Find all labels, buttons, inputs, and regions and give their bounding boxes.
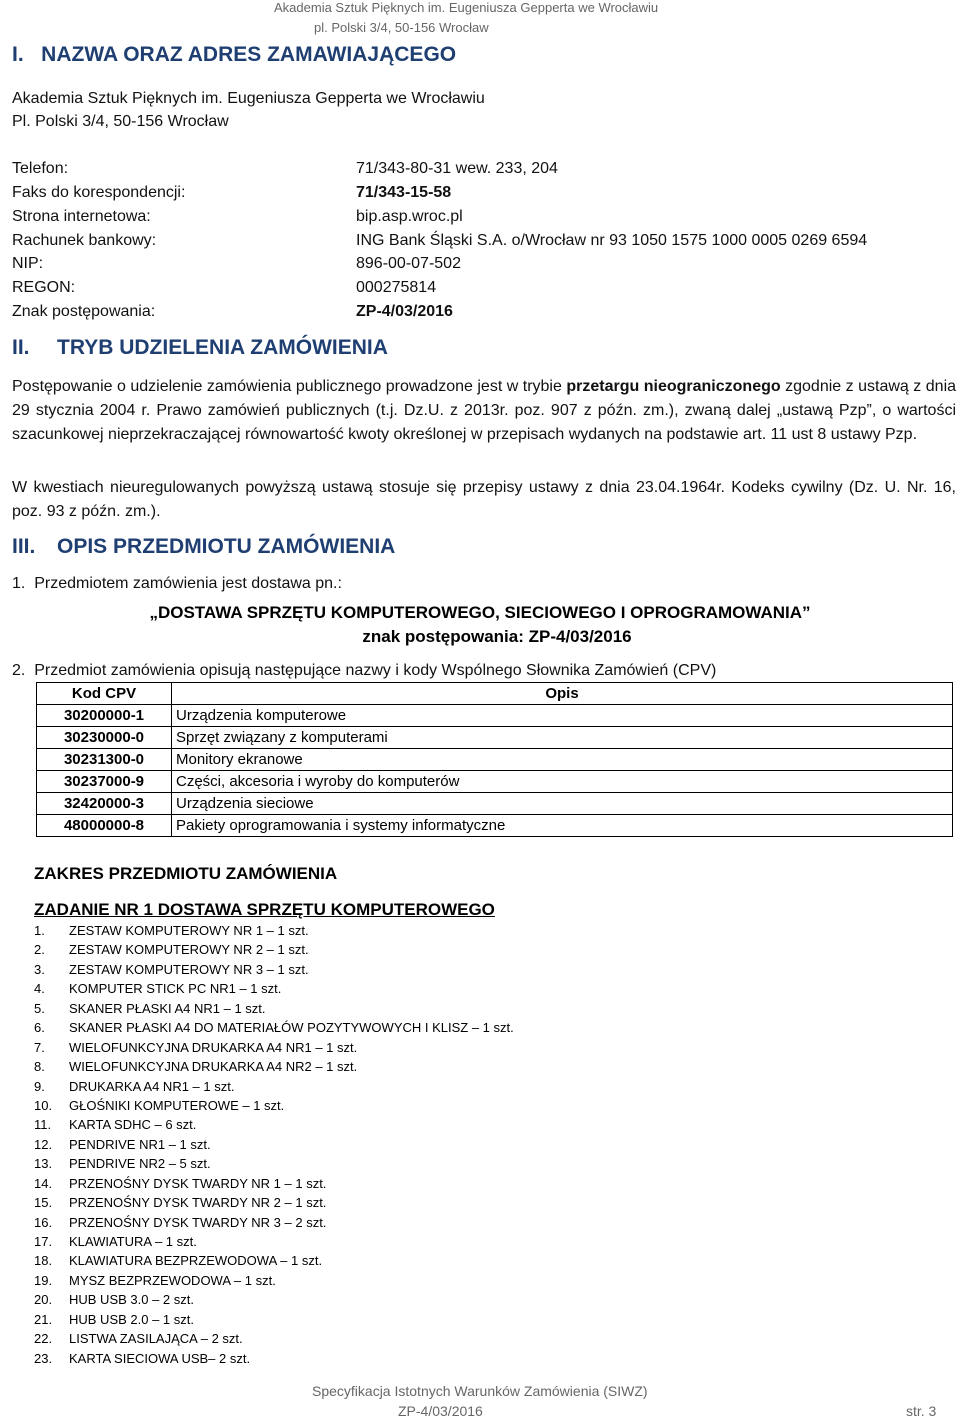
- section-2-title: TRYB UDZIELENIA ZAMÓWIENIA: [57, 336, 388, 359]
- footer-title: Specyfikacja Istotnych Warunków Zamówienia (SIWZ): [312, 1383, 648, 1399]
- item-text: SKANER PŁASKI A4 DO MATERIAŁÓW POZYTYWOWYCH I KLISZ – 1 szt.: [69, 1020, 514, 1036]
- item-text: PENDRIVE NR1 – 1 szt.: [69, 1136, 211, 1152]
- list-item: [34, 1349, 514, 1368]
- item-number: 10.: [34, 1097, 53, 1113]
- list-item: [34, 921, 514, 940]
- detail-label: Znak postępowania:: [12, 303, 156, 320]
- item-number: 20.: [34, 1292, 53, 1308]
- table-row: [37, 705, 953, 727]
- item-text: PENDRIVE NR2 – 5 szt.: [69, 1156, 211, 1172]
- item-text: KARTA SIECIOWA USB– 2 szt.: [69, 1350, 251, 1366]
- item-number: 16.: [34, 1214, 53, 1230]
- order-reference: znak postępowania: ZP-4/03/2016: [362, 627, 632, 646]
- section-1-title: I. NAZWA ORAZ ADRES ZAMAWIAJĄCEGO: [12, 43, 457, 66]
- item-text: ZESTAW KOMPUTEROWY NR 2 – 1 szt.: [69, 942, 309, 958]
- item-number: 5.: [34, 1000, 45, 1016]
- item-number: 13.: [34, 1156, 53, 1172]
- item-number: 11.: [34, 1117, 52, 1133]
- item-number: 15.: [34, 1195, 53, 1211]
- list-item: [34, 1077, 514, 1096]
- procedure-mode: przetargu nieograniczonego: [566, 378, 781, 395]
- table-row: [37, 749, 953, 771]
- procedure-paragraph: [12, 375, 956, 447]
- detail-label: NIP:: [12, 255, 44, 272]
- list-item: [34, 1251, 514, 1270]
- list-item: [34, 1271, 514, 1290]
- item-number: 8.: [34, 1059, 45, 1075]
- column-header: Kod CPV: [37, 683, 172, 705]
- header-institution: Akademia Sztuk Pięknych im. Eugeniusza Gepperta we Wrocławiu: [274, 0, 659, 15]
- item-number: 22.: [34, 1331, 53, 1347]
- detail-value: 896-00-07-502: [356, 255, 461, 272]
- order-subject: „DOSTAWA SPRZĘTU KOMPUTEROWEGO, SIECIOWEGO I OPROGRAMOWANIA”: [149, 603, 811, 622]
- list-item: [34, 1213, 514, 1232]
- item-number: 21.: [34, 1311, 53, 1327]
- item-text: WIELOFUNKCYJNA DRUKARKA A4 NR1 – 1 szt.: [69, 1039, 358, 1055]
- list-item: [34, 1329, 514, 1348]
- cpv-code: 30237000-9: [37, 771, 172, 793]
- task-items-list: [34, 921, 514, 1368]
- item-number: 19.: [34, 1272, 53, 1288]
- cpv-description: Monitory ekranowe: [172, 749, 953, 771]
- list-item: [34, 1038, 514, 1057]
- detail-label: Rachunek bankowy:: [12, 232, 157, 249]
- institution-name: Akademia Sztuk Pięknych im. Eugeniusza Gepperta we Wrocławiu: [12, 90, 485, 107]
- item-text: KOMPUTER STICK PC NR1 – 1 szt.: [69, 981, 282, 997]
- item-text: ZESTAW KOMPUTEROWY NR 3 – 1 szt.: [69, 961, 309, 977]
- table-row: [37, 771, 953, 793]
- item-text: ZESTAW KOMPUTEROWY NR 1 – 1 szt.: [69, 923, 309, 938]
- section-3-number: III.: [12, 535, 36, 558]
- detail-label: Faks do korespondencji:: [12, 184, 186, 201]
- footer-reference: ZP-4/03/2016: [398, 1403, 483, 1419]
- item-number: 3.: [34, 961, 45, 977]
- item-number: 4.: [34, 981, 45, 997]
- column-header: Opis: [172, 683, 953, 705]
- detail-value: ING Bank Śląski S.A. o/Wrocław nr 93 1050 1575 1000 0005 0269 6594: [356, 232, 868, 249]
- detail-value: 000275814: [356, 279, 437, 296]
- item-2: 2. Przedmiot zamówienia opisują następujące nazwy i kody Wspólnego Słownika Zamówień (CPV): [12, 662, 717, 679]
- item-text: KLAWIATURA – 1 szt.: [69, 1234, 197, 1249]
- item-text: DRUKARKA A4 NR1 – 1 szt.: [69, 1078, 235, 1094]
- page-number: str. 3: [906, 1403, 937, 1419]
- cpv-description: Urządzenia komputerowe: [172, 705, 953, 727]
- list-item: [34, 1057, 514, 1076]
- cpv-description: Urządzenia sieciowe: [172, 793, 953, 815]
- item-number: 18.: [34, 1253, 53, 1269]
- procedure-text: Postępowanie o udzielenie zamówienia publicznego prowadzone jest w trybie: [12, 378, 567, 395]
- table-row: [37, 815, 953, 837]
- header-address: pl. Polski 3/4, 50-156 Wrocław: [314, 20, 489, 35]
- item-text: PRZENOŚNY DYSK TWARDY NR 1 – 1 szt.: [69, 1175, 327, 1191]
- civil-code-paragraph: W kwestiach nieuregulowanych powyższą ustawą stosuje się przepisy ustawy z dnia 23.04.1964r. Kodeks cywilny (Dz. U. Nr. 16, poz. 93 z późn. zm.).: [12, 479, 956, 520]
- detail-value: 71/343-15-58: [356, 184, 452, 201]
- item-text: SKANER PŁASKI A4 NR1 – 1 szt.: [69, 1000, 266, 1016]
- detail-label: REGON:: [12, 279, 76, 296]
- list-item: [34, 1193, 514, 1212]
- item-number: 2.: [34, 942, 45, 958]
- website-link[interactable]: bip.asp.wroc.pl: [356, 208, 463, 225]
- procedure-text-2: zgodnie z ustawą z dnia 29 stycznia 2004 r. Prawo zamówień publicznych (t.j. Dz.U. z 2013r. poz. 907 z późn. zm.), zwaną dalej „ustawą Pzp”, o wartości szacunkowej nieprzekraczającej równowartość kwoty określonej w przepisach wydanych na podstawie art. 11 ust 8 ustawy Pzp.: [12, 378, 957, 443]
- detail-label: Strona internetowa:: [12, 208, 151, 225]
- item-text: GŁOŚNIKI KOMPUTEROWE – 1 szt.: [69, 1097, 285, 1113]
- list-item: [34, 999, 514, 1018]
- item-number: 7.: [34, 1039, 45, 1055]
- item-1: 1. Przedmiotem zamówienia jest dostawa pn.:: [12, 575, 342, 592]
- list-item: [34, 940, 514, 959]
- item-number: 1.: [34, 923, 45, 938]
- scope-title: ZAKRES PRZEDMIOTU ZAMÓWIENIA: [34, 864, 338, 883]
- cpv-description: Części, akcesoria i wyroby do komputerów: [172, 771, 953, 793]
- list-item: [34, 1096, 514, 1115]
- institution-address: Pl. Polski 3/4, 50-156 Wrocław: [12, 113, 229, 130]
- item-number: 23.: [34, 1350, 53, 1366]
- list-item: [34, 1290, 514, 1309]
- item-number: 12.: [34, 1136, 53, 1152]
- list-item: [34, 1018, 514, 1037]
- cpv-description: Pakiety oprogramowania i systemy informatyczne: [172, 815, 953, 837]
- task-title: ZADANIE NR 1 DOSTAWA SPRZĘTU KOMPUTEROWEGO: [34, 900, 495, 919]
- item-number: 9.: [34, 1078, 45, 1094]
- list-item: [34, 1310, 514, 1329]
- list-item: [34, 1174, 514, 1193]
- item-text: LISTWA ZASILAJĄCA – 2 szt.: [69, 1331, 243, 1347]
- cpv-code: 48000000-8: [37, 815, 172, 837]
- section-3-title: OPIS PRZEDMIOTU ZAMÓWIENIA: [57, 535, 396, 558]
- item-text: PRZENOŚNY DYSK TWARDY NR 3 – 2 szt.: [69, 1214, 327, 1230]
- item-text: HUB USB 2.0 – 1 szt.: [69, 1311, 194, 1327]
- list-item: [34, 1154, 514, 1173]
- list-item: [34, 979, 514, 998]
- table-header-row: [37, 683, 953, 705]
- item-text: PRZENOŚNY DYSK TWARDY NR 2 – 1 szt.: [69, 1195, 327, 1211]
- item-text: MYSZ BEZPRZEWODOWA – 1 szt.: [69, 1272, 276, 1288]
- table-row: [37, 727, 953, 749]
- section-2-number: II.: [12, 336, 30, 359]
- cpv-code: 30230000-0: [37, 727, 172, 749]
- cpv-table: [36, 682, 953, 837]
- detail-value: ZP-4/03/2016: [356, 303, 453, 320]
- item-text: WIELOFUNKCYJNA DRUKARKA A4 NR2 – 1 szt.: [69, 1059, 358, 1075]
- cpv-code: 30231300-0: [37, 749, 172, 771]
- list-item: [34, 1115, 514, 1134]
- detail-label: Telefon:: [12, 160, 69, 177]
- item-text: KLAWIATURA BEZPRZEWODOWA – 1 szt.: [69, 1253, 323, 1269]
- item-number: 6.: [34, 1020, 45, 1036]
- table-row: [37, 793, 953, 815]
- item-number: 14.: [34, 1175, 53, 1191]
- cpv-code: 30200000-1: [37, 705, 172, 727]
- list-item: [34, 960, 514, 979]
- list-item: [34, 1135, 514, 1154]
- list-item: [34, 1232, 514, 1251]
- item-text: HUB USB 3.0 – 2 szt.: [69, 1292, 194, 1308]
- cpv-code: 32420000-3: [37, 793, 172, 815]
- item-text: KARTA SDHC – 6 szt.: [69, 1117, 197, 1133]
- item-number: 17.: [34, 1234, 53, 1249]
- cpv-description: Sprzęt związany z komputerami: [172, 727, 953, 749]
- detail-value: 71/343-80-31 wew. 233, 204: [356, 160, 558, 177]
